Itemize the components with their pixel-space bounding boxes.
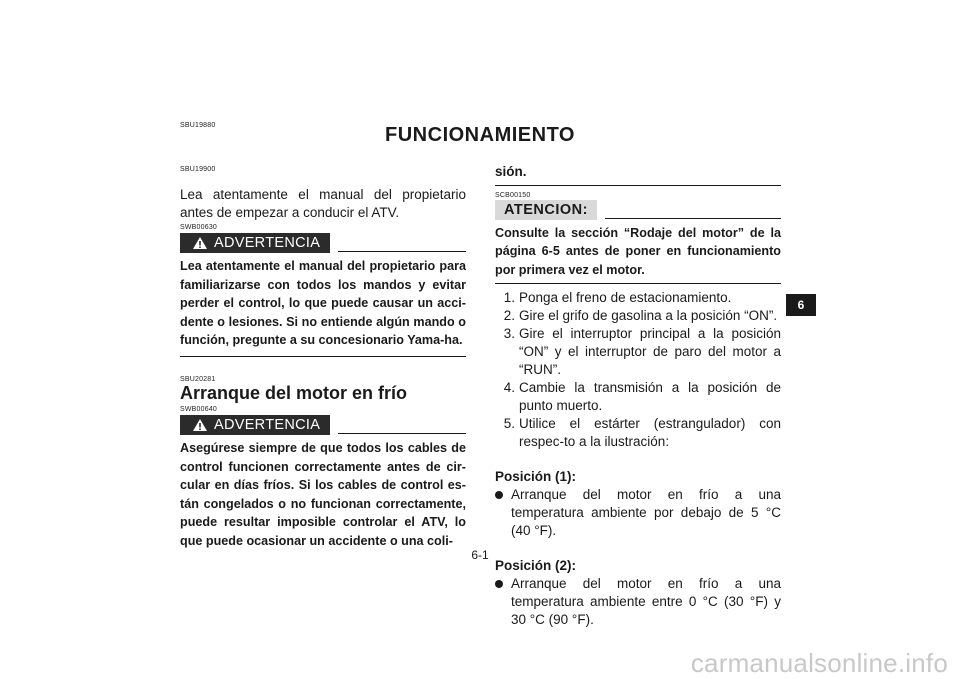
warning1-code: SWB00630 xyxy=(180,224,218,231)
position2-text: Arranque del motor en frío a una temperatura ambiente entre 0 °C (30 °F) y 30 °C (90 °F). xyxy=(511,576,781,628)
warning-triangle-icon xyxy=(192,236,208,250)
step-number: 1. xyxy=(503,290,515,306)
warning1-header xyxy=(180,233,466,253)
warning2-badge xyxy=(180,415,330,435)
warning1-label: ADVERTENCIA xyxy=(214,235,321,251)
warning-triangle-icon xyxy=(192,418,208,432)
warning2-code: SWB00640 xyxy=(180,405,218,413)
warning1-badge xyxy=(180,233,330,253)
caution-text: Consulte la sección “Rodaje del motor” de la página 6-5 antes de poner en funcionamiento por primera vez el motor. xyxy=(495,225,781,277)
warning1-end-rule xyxy=(180,356,466,357)
step-text: Gire el grifo de gasolina a la posición “ON”. xyxy=(519,308,778,324)
step-number: 3. xyxy=(503,326,515,342)
position2-heading: Posición (2): xyxy=(495,558,577,574)
step-number: 5. xyxy=(503,416,515,432)
position2-bullet xyxy=(495,575,781,629)
steps-list xyxy=(495,289,781,451)
bullet-icon xyxy=(495,580,503,588)
caution-end-rule xyxy=(495,283,781,284)
cold-start-code: SBU20281 xyxy=(180,375,216,383)
step-number: 2. xyxy=(503,308,515,324)
step-text: Utilice el estárter (estrangulador) con respec-to a la ilustración: xyxy=(519,416,781,450)
caution-header xyxy=(495,200,781,220)
caution-label: ATENCION: xyxy=(504,201,588,218)
caution-header-rule xyxy=(605,218,781,219)
list-item xyxy=(495,325,781,379)
page-number: 6-1 xyxy=(471,548,489,562)
caution-badge xyxy=(495,200,597,220)
list-item xyxy=(495,379,781,415)
list-item xyxy=(495,289,781,307)
warning2-header-rule xyxy=(338,433,466,434)
page-title: FUNCIONAMIENTO xyxy=(385,124,575,146)
bullet-icon xyxy=(495,491,503,499)
intro-code: SBU19900 xyxy=(180,166,216,173)
step-number: 4. xyxy=(503,380,515,396)
position1-bullet xyxy=(495,486,781,540)
warning2-header xyxy=(180,415,466,435)
warning1-text: Lea atentamente el manual del propietario para familiarizarse con todos los mandos y evitar perder el control, lo que puede causar un acci-dente o lesiones. Si no entiende algún mando o función, pregunte a su concesionario Yama-ha. xyxy=(180,259,466,348)
chapter-tab: 6 xyxy=(786,294,816,316)
step-text: Cambie la transmisión a la posición de punto muerto. xyxy=(519,380,781,414)
list-item xyxy=(495,415,781,451)
caution-code: SCB00150 xyxy=(495,191,531,199)
cold-start-heading: Arranque del motor en frío xyxy=(180,382,408,403)
step-text: Gire el interruptor principal a la posición “ON” y el interruptor de paro del motor a “RUN”. xyxy=(519,326,781,378)
warning2-label: ADVERTENCIA xyxy=(214,416,321,433)
intro-paragraph: Lea atentamente el manual del propietario antes de empezar a conducir el ATV. xyxy=(180,187,466,220)
position1-text: Arranque del motor en frío a una temperatura ambiente por debajo de 5 °C (40 °F). xyxy=(511,487,781,539)
warning1-header-rule xyxy=(338,251,466,252)
warning2-text: Asegúrese siempre de que todos los cables de control funcionen correctamente antes de cir-cular en días fríos. Si los cables de control es-tán congelados o no funcionan correctamente, puede resultar imposible controlar el ATV, lo que puede ocasionar un accidente o una coli- xyxy=(180,440,466,548)
step-text: Ponga el freno de estacionamiento. xyxy=(519,290,732,306)
left-column xyxy=(180,166,466,551)
list-item xyxy=(495,307,781,325)
warning2-end-rule xyxy=(495,185,781,186)
warning2-continued: sión. xyxy=(495,164,527,179)
position1-heading: Posición (1): xyxy=(495,469,577,485)
watermark: carmanualsonline.info xyxy=(690,648,948,678)
section-code: SBU19880 xyxy=(180,122,216,129)
